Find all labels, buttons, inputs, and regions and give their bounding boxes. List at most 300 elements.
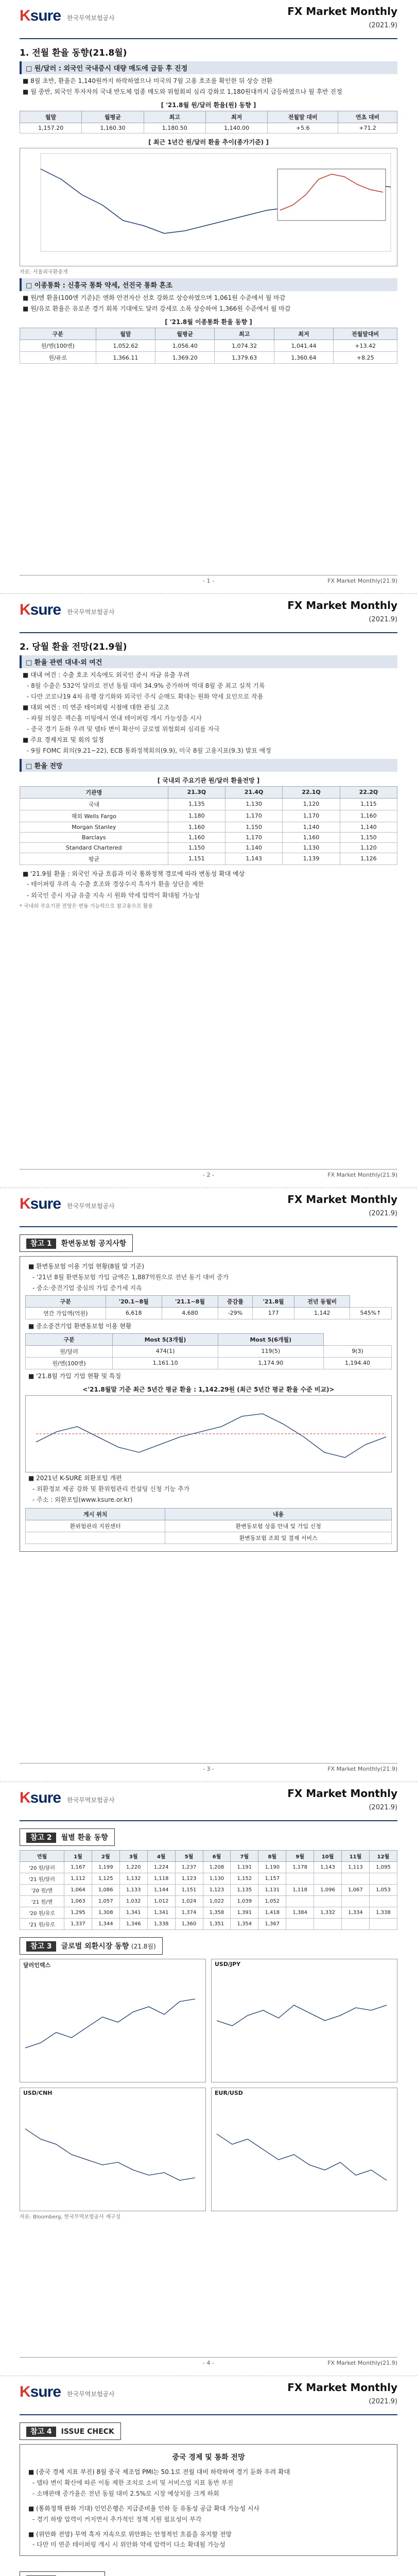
table-cell: '20 원/엔 [20, 1885, 64, 1896]
box-label: ISSUE CHECK [61, 2428, 114, 2436]
table-header-cell: 22.2Q [340, 786, 397, 798]
table-cell: 1,354 [231, 1919, 258, 1930]
table-row [20, 1885, 397, 1896]
paragraph: - 테이퍼링 우려 속 수출 호조와 경상수지 흑자가 환율 상단을 제한 [27, 880, 204, 888]
chart-caption: <'21.8월말 기준 최근 5년간 평균 환율 : 1,142.29원 (최근 5년간 평균 환율 수준 비교)> [82, 1386, 335, 1394]
bullet: ■ 2021년 K-SURE 외환포털 개편 [28, 1475, 122, 1482]
table-cell: 1,338 [369, 1907, 397, 1919]
logo-subtitle: 한국무역보험공사 [67, 608, 115, 616]
table-cell: 119(5) [218, 1345, 323, 1357]
usd-krw-chart [20, 148, 397, 266]
page-number: - 4 - [203, 2360, 214, 2366]
table-cell: 1,308 [92, 1907, 119, 1919]
table-cell: 1,167 [64, 1862, 92, 1873]
table-cell [369, 1873, 397, 1885]
table-cell: 1,157.20 [20, 123, 82, 133]
table-cell [369, 1896, 397, 1907]
box-number: 참고 3 [26, 1941, 56, 1952]
page-number: - 2 - [203, 1172, 214, 1178]
table-cell: 1,384 [286, 1907, 314, 1919]
table-cell: 1,418 [258, 1907, 286, 1919]
chart-title: USD/JPY [215, 1961, 241, 1968]
five-year-series-line [36, 1414, 386, 1458]
bullet: ■ 환변동보험 이용 기업 현황(8월 말 기준) [28, 1263, 145, 1270]
table-header-cell: 기관명 [20, 786, 168, 798]
box-title [20, 1828, 115, 1846]
table-cell [369, 1919, 397, 1930]
table-cell: 1,170 [225, 832, 283, 842]
table-cell: 1,174.90 [218, 1357, 323, 1369]
table-cell: Standard Chartered [20, 842, 168, 853]
bullet: ■ '21.8월 가입 기업 현황 및 특징 [28, 1372, 121, 1380]
bullet: ■ (중국 경제 지표 부진) 8월 중국 제조업 PMI는 50.1로 전월 대비 하락하며 경기 둔화 우려 확대 [28, 2468, 290, 2476]
table-cell: 1,022 [203, 1896, 231, 1907]
box-unit: (21.8월) [131, 1943, 156, 1950]
paragraph: - 주소 : 외환포털(www.ksure.or.kr) [32, 1496, 133, 1503]
global-chart-grid [20, 1959, 397, 2211]
bullet: ■ (통화정책 완화 기대) 인민은행은 지급준비율 인하 등 유동성 공급 확대 가능성 시사 [28, 2504, 260, 2512]
table-cell: 1,180.50 [144, 123, 205, 133]
report-title: FX Market Monthly [287, 1193, 397, 1206]
table-cell: 1,224 [147, 1862, 175, 1873]
page-1 [0, 0, 417, 594]
table-cell: 1,180 [168, 810, 225, 822]
paragraph: - 외환정보 제공 강화 및 환위험관리 컨설팅 신청 기능 추가 [32, 1485, 190, 1493]
table-cell: 1,123 [203, 1885, 231, 1896]
report-date: (2021.9) [369, 1210, 397, 1217]
table-header-cell: 22.1Q [283, 786, 340, 798]
page-header [20, 1188, 397, 1227]
table-cell: 1,041.44 [274, 340, 333, 352]
table-cell: 1,067 [342, 1885, 370, 1896]
footer-label: FX Market Monthly(21.9) [327, 1172, 397, 1178]
table-header-cell: 21.3Q [168, 786, 225, 798]
table-cell: 1,143 [314, 1862, 342, 1873]
table-cell: 1,391 [231, 1907, 258, 1919]
table-cell: 1,125 [92, 1873, 119, 1885]
table-cell: 1,191 [231, 1862, 258, 1873]
table-row [20, 832, 397, 842]
table-cell: 1,160 [168, 832, 225, 842]
table-cell: 1,052 [258, 1896, 286, 1907]
table-cell: 1,334 [342, 1907, 370, 1919]
table-cell: 1,133 [119, 1885, 147, 1896]
paragraph: - 중소·중견기업 중심의 가입 증가세 지속 [32, 1284, 142, 1292]
table-cell: 1,160 [168, 822, 225, 832]
table-cell: 환변동보험 상품 안내 및 가입 신청 [165, 1520, 392, 1532]
table-cell: 1,130 [203, 1873, 231, 1885]
table-caption: [ 국내외 주요기관 원/달러 환율전망 ] [157, 776, 260, 784]
table-cell: 연간 가입액(억원) [26, 1307, 106, 1319]
logo-subtitle: 한국무역보험공사 [67, 1797, 115, 1804]
table-cell: 1,344 [92, 1919, 119, 1930]
table-cell: 1,056.40 [155, 340, 215, 352]
table-cell: 1,053 [369, 1885, 397, 1896]
table-cell: 1,170 [283, 810, 340, 822]
report-date: (2021.9) [369, 616, 397, 623]
table-cell [286, 1873, 314, 1885]
table-header-cell: 최고 [215, 328, 274, 340]
usd-rate-table [20, 111, 397, 133]
table-header-cell: 전월말 대비 [268, 111, 338, 123]
table-cell [314, 1896, 342, 1907]
issue-box [20, 2444, 397, 2556]
table-row [20, 1896, 397, 1907]
table-cell [342, 1896, 370, 1907]
table-cell: 1,126 [340, 853, 397, 865]
table-cell: 1,123 [175, 1873, 203, 1885]
table-cell: 1,118 [286, 1885, 314, 1896]
table-cell: 1,095 [369, 1862, 397, 1873]
table-cell: 1,208 [203, 1862, 231, 1873]
chart-title: 달러인덱스 [23, 1962, 51, 1969]
table-cell: 1,160 [283, 832, 340, 842]
table-cell: 원/달러 [26, 1345, 113, 1357]
table-cell: 1,150 [168, 842, 225, 853]
chart-title: USD/CNH [23, 2090, 53, 2096]
table-cell: Morgan Stanley [20, 822, 168, 832]
chart-panel [20, 2088, 206, 2211]
table-cell: 1,337 [64, 1919, 92, 1930]
logo-subtitle: 한국무역보험공사 [67, 1202, 115, 1210]
page-number: - 3 - [203, 1766, 214, 1772]
report-title: FX Market Monthly [287, 599, 397, 612]
table-cell: 1,135 [231, 1885, 258, 1896]
table-cell: 1,157 [258, 1873, 286, 1885]
table-cell: 1,135 [168, 798, 225, 810]
bullet: ■ 중소중견기업 환변동보험 이용 현황 [28, 1322, 132, 1330]
table-row [20, 1907, 397, 1919]
bullet: ■ 주요 경제지표 및 회의 일정 [23, 736, 104, 743]
table-cell: 1,150 [225, 822, 283, 832]
table-cell: 1,178 [286, 1862, 314, 1873]
table-cell: 1,152 [231, 1873, 258, 1885]
table-cell: '21 원/유로 [20, 1919, 64, 1930]
table-cell [342, 1873, 370, 1885]
table-cell: 1,057 [92, 1896, 119, 1907]
issue-subhead: 중국 경제 및 통화 전망 [172, 2453, 245, 2462]
paragraph: - 파월 의장은 잭슨홀 미팅에서 연내 테이퍼링 개시 가능성을 시사 [27, 714, 202, 722]
footer-label: FX Market Monthly(21.9) [327, 1766, 397, 1772]
table-cell: 평균 [20, 853, 168, 865]
table-cell: 9(3) [323, 1345, 391, 1357]
page-footer [20, 1169, 397, 1180]
ksure-logo: Ksure [20, 2383, 61, 2400]
table-header-cell: 11월 [342, 1851, 370, 1862]
table-cell: 474(1) [113, 1345, 218, 1357]
table-row [20, 842, 397, 853]
paragraph: - 9월 FOMC 회의(9.21~22), ECB 통화정책회의(9.9), 미국 8월 고용지표(9.3) 발표 예정 [27, 747, 271, 754]
usdjpy-line [217, 2005, 387, 2026]
table-header-cell: 4월 [147, 1851, 175, 1862]
table-cell [314, 1919, 342, 1930]
table-header-cell: 9월 [286, 1851, 314, 1862]
table-header-cell: 최저 [274, 328, 333, 340]
table-cell: 환변동보험 조회 및 결제 서비스 [165, 1532, 392, 1544]
bullet: ■ 8월 초반, 환율은 1,140원까지 하락하였으나 미국의 7월 고용 호조를 확인한 뒤 상승 전환 [23, 77, 273, 84]
table-cell: 1,120 [340, 842, 397, 853]
table-header-cell: 월평균 [155, 328, 215, 340]
table-cell: 1,199 [92, 1862, 119, 1873]
section-title: 1. 전월 환율 동향(21.8월) [20, 48, 127, 58]
dxy-line [25, 1999, 195, 2048]
table-cell: 1,032 [119, 1896, 147, 1907]
forecast-table [20, 786, 397, 865]
table-cell: 1,120 [283, 798, 340, 810]
table-cell: 1,237 [175, 1862, 203, 1873]
table-header-cell: Most 5(6개월) [218, 1333, 323, 1345]
subsection: □ 환율 전망 [20, 759, 397, 772]
table-cell: 1,115 [340, 798, 397, 810]
report-date: (2021.9) [369, 1804, 397, 1811]
table-cell: 1,024 [175, 1896, 203, 1907]
table-header-cell: '21.8월 [252, 1295, 294, 1307]
table-cell: 1,341 [119, 1907, 147, 1919]
table-header-cell: 전월말대비 [334, 328, 397, 340]
box-title [20, 2571, 105, 2576]
page-2 [0, 594, 417, 1188]
table-row [20, 853, 397, 865]
usdcnh-line [25, 2129, 195, 2180]
table-cell: 1,346 [119, 1919, 147, 1930]
table-cell: 1,064 [64, 1885, 92, 1896]
table-cell: '21 원/달러 [20, 1873, 64, 1885]
table-cell: +8.25 [334, 352, 397, 364]
five-year-chart [25, 1395, 392, 1472]
chart-source: 자료: 서울외국환중개 [20, 269, 68, 276]
table-cell: 1,366.11 [96, 352, 155, 364]
table-cell: 1,142 [294, 1307, 350, 1319]
box-number: 참고 4 [26, 2427, 56, 2437]
page-3 [0, 1188, 417, 1782]
table-cell: 1,039 [231, 1896, 258, 1907]
subsection-usd: □ 원/달러 : 외국인 국내증시 대량 매도에 급등 후 진정 [20, 61, 397, 74]
page-5 [0, 2376, 417, 2576]
table-row [20, 822, 397, 832]
table-cell: 환위험관리 지원센터 [26, 1520, 165, 1532]
eurusd-line [217, 2134, 387, 2180]
table-cell: 1,161.10 [113, 1357, 218, 1369]
table-cell: 1,144 [147, 1885, 175, 1896]
table-header-cell: 증감률 [218, 1295, 253, 1307]
table-cell: 원/엔(100엔) [20, 340, 96, 352]
note: * 국내외 주요기관 전망은 변동 가능하므로 참고용으로 활용 [20, 903, 153, 909]
table-cell: 1,130 [225, 798, 283, 810]
table-cell: '20 원/달러 [20, 1862, 64, 1873]
report-date: (2021.9) [369, 22, 397, 29]
page-number: - 1 - [203, 578, 214, 584]
table-cell: 1,131 [258, 1885, 286, 1896]
box-number: 참고 1 [26, 1239, 56, 1249]
table-cell [342, 1919, 370, 1930]
table-cell: 1,194.40 [323, 1357, 391, 1369]
table-header-cell: Most 5(3개월) [113, 1333, 218, 1345]
table-cell: 1,140.00 [205, 123, 267, 133]
bullet: ■ 월 중반, 외국인 투자자의 국내 반도체 업종 매도와 위험회피 심리 강화로 1,180원대까지 급등하였으나 월 후반 진정 [23, 88, 342, 95]
table-header-cell: 2월 [92, 1851, 119, 1862]
table-cell: 545%↑ [350, 1307, 391, 1319]
table-cell: 1,132 [119, 1873, 147, 1885]
paragraph: - 소매판매 증가율은 전년 동월 대비 2.5%로 시장 예상치를 크게 하회 [32, 2489, 219, 2497]
table-cell: 1,190 [258, 1862, 286, 1873]
page-header [20, 1782, 397, 1821]
table-header-cell: 12월 [369, 1851, 397, 1862]
paragraph: - 8월 수출은 532억 달러로 전년 동월 대비 34.9% 증가하며 역대 8월 중 최고 실적 기록 [27, 682, 265, 689]
ksure-logo: Ksure [20, 1195, 61, 1212]
table-header-cell: 6월 [203, 1851, 231, 1862]
ksure-logo: Ksure [20, 601, 61, 618]
table-cell: 1,360 [175, 1919, 203, 1930]
table-header-cell: 최저 [205, 111, 267, 123]
table-cell: +13.42 [334, 340, 397, 352]
table-cell: 원/유로 [20, 352, 96, 364]
table-cell: 1,379.63 [215, 352, 274, 364]
page-footer [20, 1763, 397, 1774]
table-cell: 1,012 [147, 1896, 175, 1907]
paragraph: - 중국 경기 둔화 우려 및 델타 변이 확산이 글로벌 위험회피 심리를 자극 [27, 725, 220, 733]
table-cell [314, 1873, 342, 1885]
subsection: □ 환율 관련 대내·외 여건 [20, 655, 397, 668]
table-cell: 1,096 [314, 1885, 342, 1896]
table-header-cell: 월평균 [82, 111, 144, 123]
usd-krw-line-chart [20, 148, 397, 266]
table-header-cell: 8월 [258, 1851, 286, 1862]
table-cell: 1,086 [92, 1885, 119, 1896]
table-cell: 1,130 [283, 842, 340, 853]
footer-label: FX Market Monthly(21.9) [327, 578, 397, 584]
paragraph: - 다만 미 연준 테이퍼링 개시 시 위안화 약세 압력이 다소 확대될 가능성 [32, 2541, 225, 2549]
table-caption: [ '21.8월 이종통화 환율 동향 ] [165, 318, 252, 326]
table-header-cell: 연월 [20, 1851, 64, 1862]
table-header-cell: 전년 동월비 [294, 1295, 350, 1307]
table-cell: 1,369.20 [155, 352, 215, 364]
table-header-cell: 3월 [119, 1851, 147, 1862]
table-cell: +5.6 [268, 123, 338, 133]
table-cell: 1,338 [147, 1919, 175, 1930]
table-cell: 1,150 [340, 832, 397, 842]
ksure-logo: Ksure [20, 1789, 61, 1806]
table-cell: -29% [218, 1307, 253, 1319]
table-header-cell: 구분 [26, 1333, 113, 1345]
five-year-line-chart [26, 1396, 391, 1472]
table-cell: 177 [252, 1307, 294, 1319]
footer-label: FX Market Monthly(21.9) [327, 2360, 397, 2366]
table-header-cell: 7월 [231, 1851, 258, 1862]
table-header-cell: '20.1~8월 [106, 1295, 162, 1307]
report-date: (2021.9) [369, 2398, 397, 2405]
table-cell: 1,151 [168, 853, 225, 865]
bullet: ■ 대내 여건 : 수출 호조 지속에도 외국인 증시 자금 유출 우려 [23, 671, 189, 679]
table-cell: 국내 [20, 798, 168, 810]
table-header-cell: 월말 [20, 111, 82, 123]
logo-subtitle: 한국무역보험공사 [67, 14, 115, 22]
table-cell: 1,332 [314, 1907, 342, 1919]
table-cell: 1,360.64 [274, 352, 333, 364]
chart-panel [211, 2088, 397, 2211]
table-cell: 해외 Wells Fargo [20, 810, 168, 822]
report-title: FX Market Monthly [287, 5, 397, 18]
table-cell [286, 1896, 314, 1907]
box-label: 환변동보험 공지사항 [61, 1240, 127, 1248]
bullet: ■ 원/유로 환율은 유로존 경기 회복 기대에도 달러 강세로 소폭 상승하여 1,366원 수준에서 월 마감 [23, 304, 291, 312]
table-cell: 1,140 [340, 822, 397, 832]
table-cell: 1,367 [258, 1919, 286, 1930]
table-cell: 1,074.32 [215, 340, 274, 352]
paragraph: - '21년 8월 환변동보험 가입 금액은 1,887억원으로 전년 동기 대비 증가 [32, 1273, 229, 1281]
subsection-cross: □ 이종통화 : 신흥국 통화 약세, 선진국 통화 혼조 [20, 278, 397, 291]
bullet: ■ 대외 여건 : 미 연준 테이퍼링 시점에 대한 관심 고조 [23, 703, 170, 711]
table-header-cell: 최고 [144, 111, 205, 123]
table-header-cell: 1월 [64, 1851, 92, 1862]
paragraph: - 외국인 증시 자금 유출 지속 시 원화 약세 압력이 확대될 가능성 [27, 891, 200, 899]
table-row [26, 1532, 392, 1544]
table-row [20, 1862, 397, 1873]
table-row [20, 352, 397, 364]
table-header-cell: 21.4Q [225, 786, 283, 798]
box-title [20, 1234, 133, 1252]
table-header-cell: 5월 [175, 1851, 203, 1862]
bullet: ■ '21.9월 환율 : 외국인 자금 흐름과 미국 통화정책 경로에 따라 변동성 확대 예상 [23, 870, 245, 877]
portal-table [25, 1508, 392, 1544]
table-caption: [ '21.8월 원/달러 환율(원) 동향 ] [161, 101, 256, 109]
chart-panel [20, 1959, 206, 2082]
box-title [20, 1937, 163, 1955]
table-header-cell: '21.1~8월 [162, 1295, 218, 1307]
table-row [26, 1357, 392, 1369]
paragraph: - 델타 변이 확산에 따른 이동 제한 조치로 소비 및 서비스업 지표 동반 부진 [32, 2479, 234, 2486]
ksure-logo: Ksure [20, 7, 61, 24]
table-cell [286, 1919, 314, 1930]
paragraph: - 다만 코로나19 4차 유행 장기화와 외국인 주식 순매도 확대는 원화 약세 요인으로 작용 [27, 692, 264, 700]
table-cell: 1,170 [225, 810, 283, 822]
logo-subtitle: 한국무역보험공사 [67, 2391, 115, 2398]
table-header-cell: 10월 [314, 1851, 342, 1862]
monthly-rate-table [20, 1850, 397, 1930]
table-header-cell: 구분 [26, 1295, 106, 1307]
page-footer [20, 2357, 397, 2368]
bullet: ■ 원/엔 환율(100엔 기준)은 엔화 안전자산 선호 강화로 상승하였으며 1,061원 수준에서 월 마감 [23, 294, 286, 302]
table-cell: 1,358 [203, 1907, 231, 1919]
table-cell: 1,351 [203, 1919, 231, 1930]
paragraph: - 경기 하방 압력이 커지면서 추가적인 정책 지원 필요성이 부각 [32, 2515, 202, 2523]
table-cell: 1,118 [147, 1873, 175, 1885]
table-row [20, 1873, 397, 1885]
table-row [20, 810, 397, 822]
table-header-cell: 내용 [165, 1509, 392, 1520]
table-cell [26, 1532, 165, 1544]
table-cell: 1,160.30 [82, 123, 144, 133]
table-cell: 1,220 [119, 1862, 147, 1873]
table-row [20, 1919, 397, 1930]
table-cell: 1,151 [175, 1885, 203, 1896]
table-row [20, 340, 397, 352]
notice-box [20, 1256, 397, 1552]
page-header [20, 2376, 397, 2415]
sme-table [25, 1333, 392, 1369]
table-cell: 1,140 [283, 822, 340, 832]
box-title [20, 2422, 121, 2440]
table-cell: 1,063 [64, 1896, 92, 1907]
table-cell: 1,341 [147, 1907, 175, 1919]
chart-source: 자료: Bloomberg, 한국무역보험공사 재구성 [20, 2214, 121, 2220]
page-4 [0, 1782, 417, 2376]
cross-rate-table [20, 328, 397, 364]
box-label: 월별 환율 동향 [61, 1834, 108, 1842]
table-cell: 1,113 [342, 1862, 370, 1873]
table-header-cell: 구분 [20, 328, 96, 340]
chart-caption: [ 최근 1년간 원/달러 환율 추이(종가기준) ] [148, 139, 269, 146]
table-cell: 1,160 [340, 810, 397, 822]
